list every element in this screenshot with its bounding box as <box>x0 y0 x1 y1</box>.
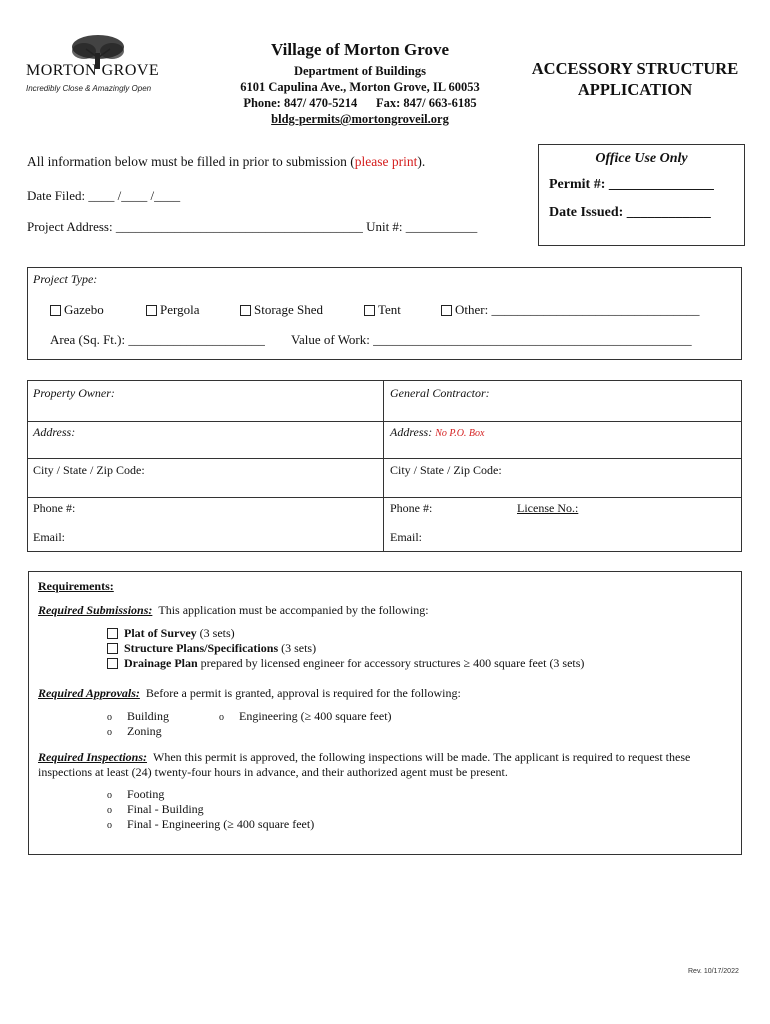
department-address: 6101 Capulina Ave., Morton Grove, IL 60053 <box>240 80 480 94</box>
storage-shed-label: Storage Shed <box>254 302 323 317</box>
required-approvals <box>38 686 461 701</box>
phone-number: Phone: 847/ 470-5214 <box>243 96 358 110</box>
submission-detail: prepared by licensed engineer for accessory structures ≥ 400 square feet (3 sets) <box>197 656 585 670</box>
title-line-2: APPLICATION <box>577 80 693 99</box>
no-po-box-note: No P.O. Box <box>435 428 485 439</box>
permit-number-field[interactable]: Permit #: _______________ <box>549 177 714 192</box>
inspection-item <box>107 787 164 802</box>
contractor-phone-field[interactable]: Phone #: <box>390 501 433 515</box>
inspections-label: Required Inspections: <box>38 750 148 764</box>
circle-bullet-icon: o <box>107 727 112 738</box>
general-contractor-field[interactable]: General Contractor: <box>390 386 490 400</box>
owner-address-field[interactable]: Address: <box>33 425 76 439</box>
office-use-box <box>538 144 745 246</box>
requirements-title: Requirements: <box>38 579 114 593</box>
inspections-text-2: inspections at least (24) twenty-four hours in advance, and their authorized agent must be present. <box>38 765 508 779</box>
instructions <box>27 154 425 170</box>
contractor-address-label: Address: <box>390 425 433 439</box>
submission-item <box>107 641 316 656</box>
storage-shed-option[interactable] <box>240 302 323 318</box>
owner-contractor-table <box>27 380 742 552</box>
contractor-city-state-zip-field[interactable]: City / State / Zip Code: <box>390 463 502 477</box>
owner-phone-field[interactable]: Phone #: <box>33 501 76 515</box>
inspection-name: Final - Building <box>127 802 204 816</box>
instructions-prefix: All information below must be filled in prior to submission ( <box>27 154 355 169</box>
submission-item <box>107 656 584 671</box>
inspection-item <box>107 802 204 817</box>
license-number-field[interactable]: License No.: <box>517 501 579 515</box>
pergola-label: Pergola <box>160 302 200 317</box>
checkbox-icon[interactable] <box>146 305 157 316</box>
instructions-suffix: ). <box>417 154 426 169</box>
approval-name: Building <box>127 709 170 723</box>
logo-wordmark: MORTON GROVE <box>26 62 160 79</box>
row-divider <box>28 497 741 498</box>
checkbox-icon[interactable] <box>364 305 375 316</box>
gazebo-label: Gazebo <box>64 302 104 317</box>
department-email-link[interactable]: bldg-permits@mortongroveil.org <box>271 112 449 126</box>
village-title: Village of Morton Grove <box>271 40 449 59</box>
submissions-label: Required Submissions: <box>38 603 153 617</box>
checkbox-icon[interactable] <box>50 305 61 316</box>
project-type-label: Project Type: <box>33 272 98 286</box>
approval-item <box>107 724 162 739</box>
title-line-1: ACCESSORY STRUCTURE <box>531 59 739 78</box>
submission-name: Structure Plans/Specifications <box>124 641 279 655</box>
date-issued-field[interactable]: Date Issued: ____________ <box>549 205 711 220</box>
approval-item <box>107 709 169 724</box>
application-title <box>505 58 765 100</box>
contractor-address-field[interactable] <box>390 425 484 440</box>
owner-email-field[interactable]: Email: <box>33 530 65 544</box>
other-field[interactable]: Other: ________________________________ <box>455 302 700 317</box>
submission-name: Drainage Plan <box>124 656 198 670</box>
row-divider <box>28 458 741 459</box>
submission-detail: (3 sets) <box>278 641 317 655</box>
submission-item <box>107 626 235 641</box>
revision-date: Rev. 10/17/2022 <box>688 968 739 975</box>
approval-name: Engineering (≥ 400 square feet) <box>239 709 392 723</box>
header-block <box>190 40 530 127</box>
submissions-text: This application must be accompanied by the following: <box>158 603 429 617</box>
gazebo-option[interactable] <box>50 302 104 318</box>
checkbox-icon[interactable] <box>107 658 118 669</box>
checkbox-icon[interactable] <box>107 628 118 639</box>
approvals-label: Required Approvals: <box>38 686 140 700</box>
please-print-highlight: please print <box>354 154 418 169</box>
inspection-name: Final - Engineering (≥ 400 square feet) <box>127 817 315 831</box>
area-field[interactable]: Area (Sq. Ft.): _____________________ <box>50 332 265 347</box>
property-owner-field[interactable]: Property Owner: <box>33 386 115 400</box>
checkbox-icon[interactable] <box>441 305 452 316</box>
approval-name: Zoning <box>127 724 162 738</box>
circle-bullet-icon: o <box>107 790 112 801</box>
project-address-field[interactable]: Project Address: ______________________________________ Unit #: ___________ <box>27 219 478 234</box>
contractor-email-field[interactable]: Email: <box>390 530 422 544</box>
submission-detail: (3 sets) <box>196 626 235 640</box>
tent-option[interactable] <box>364 302 401 318</box>
tent-label: Tent <box>378 302 401 317</box>
pergola-option[interactable] <box>146 302 199 318</box>
department-name: Department of Buildings <box>294 64 426 78</box>
office-use-title: Office Use Only <box>595 151 688 166</box>
circle-bullet-icon: o <box>107 820 112 831</box>
inspection-item <box>107 817 314 832</box>
required-inspections <box>38 750 738 765</box>
row-divider <box>28 421 741 422</box>
circle-bullet-icon: o <box>107 712 112 723</box>
contact-line <box>190 95 530 111</box>
approvals-text: Before a permit is granted, approval is required for the following: <box>145 686 461 700</box>
logo-tagline: Incredibly Close & Amazingly Open <box>26 84 152 93</box>
owner-city-state-zip-field[interactable]: City / State / Zip Code: <box>33 463 145 477</box>
value-of-work-field[interactable]: Value of Work: _________________________________________________ <box>291 332 692 347</box>
submission-name: Plat of Survey <box>124 626 197 640</box>
column-divider <box>383 381 384 551</box>
requirements-box <box>28 571 742 855</box>
circle-bullet-icon: o <box>219 712 224 723</box>
checkbox-icon[interactable] <box>107 643 118 654</box>
project-type-box <box>27 267 742 360</box>
inspections-text-1: When this permit is approved, the following inspections will be made. The applicant is required to request these <box>153 750 691 764</box>
checkbox-icon[interactable] <box>240 305 251 316</box>
approval-item <box>219 709 392 724</box>
required-submissions <box>38 603 429 618</box>
circle-bullet-icon: o <box>107 805 112 816</box>
date-filed-field[interactable]: Date Filed: ____ /____ /____ <box>27 188 181 203</box>
inspection-name: Footing <box>127 787 165 801</box>
fax-number: Fax: 847/ 663-6185 <box>375 96 477 110</box>
other-option[interactable] <box>441 302 699 318</box>
